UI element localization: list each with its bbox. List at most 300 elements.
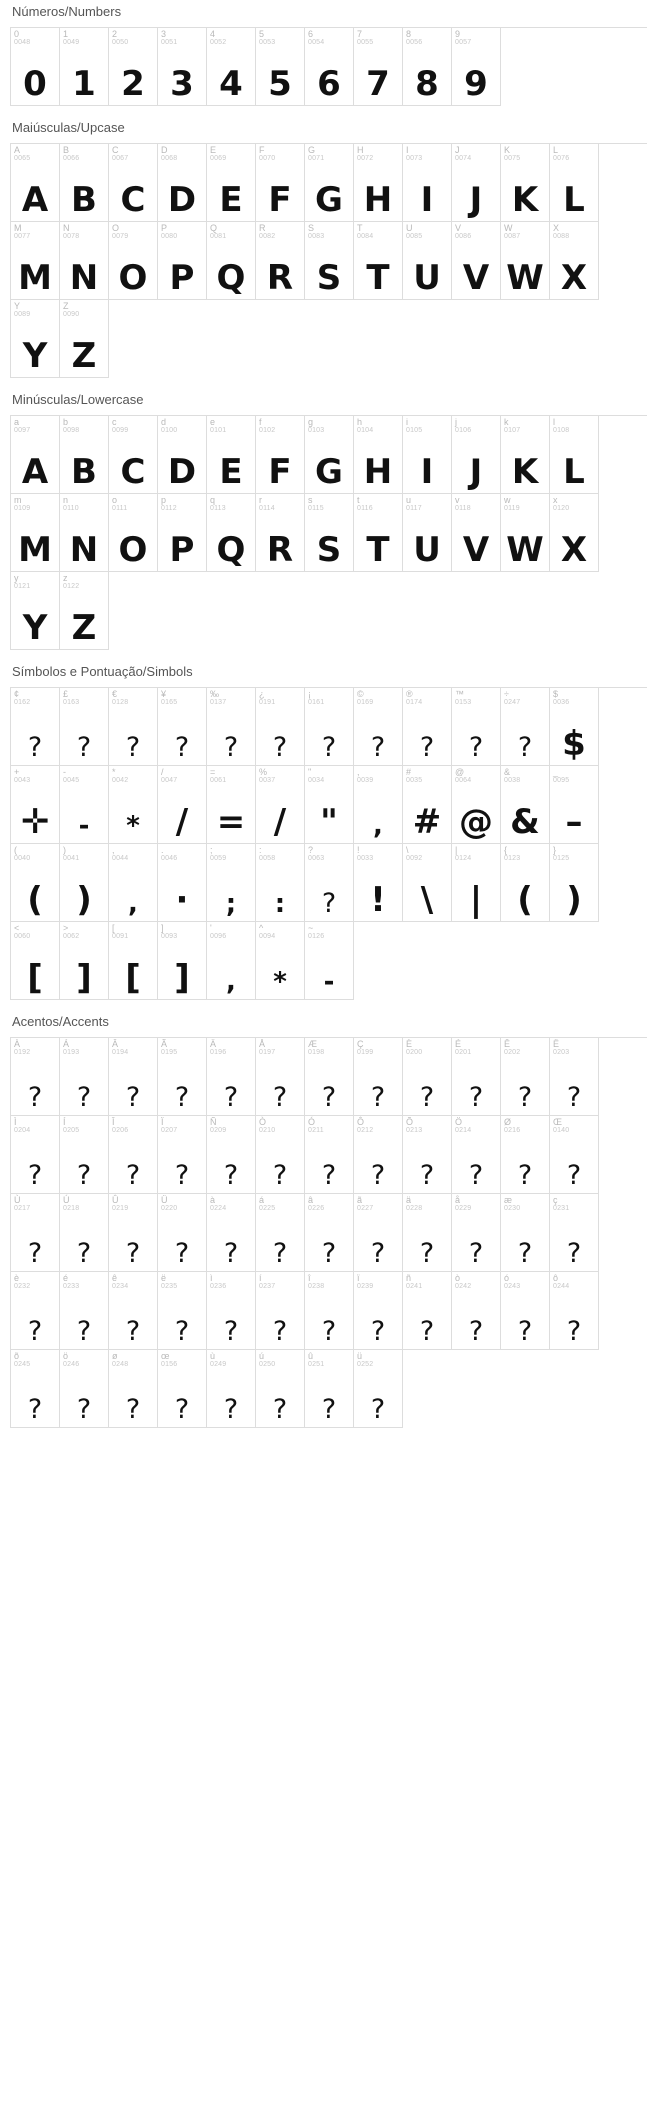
glyph-cell[interactable] xyxy=(452,416,501,494)
glyph-cell[interactable] xyxy=(354,1272,403,1350)
glyph-code-label: 0234 xyxy=(112,1283,129,1291)
glyph-cell[interactable] xyxy=(354,766,403,844)
glyph-cell[interactable] xyxy=(256,1038,305,1116)
glyph-cell[interactable] xyxy=(550,222,599,300)
glyph-cell[interactable] xyxy=(11,1272,60,1350)
glyph-cell[interactable] xyxy=(158,1038,207,1116)
glyph-preview: O xyxy=(118,530,148,570)
glyph-code-label: 0137 xyxy=(210,699,227,707)
glyph-char-label: © xyxy=(357,689,364,699)
glyph-cell[interactable] xyxy=(207,688,256,766)
glyph-cell[interactable] xyxy=(452,1194,501,1272)
glyph-cell[interactable] xyxy=(256,1116,305,1194)
glyph-cell[interactable] xyxy=(11,28,60,106)
glyph-meta xyxy=(11,1116,59,1135)
glyph-cell[interactable] xyxy=(11,222,60,300)
glyph-char-label: ù xyxy=(210,1351,216,1361)
glyph-code-label: 0048 xyxy=(14,39,31,47)
glyph-cell[interactable] xyxy=(452,688,501,766)
glyph-grid-uppercase xyxy=(10,143,647,378)
glyph-char-label: _ xyxy=(553,767,559,777)
glyph-code-label: 0162 xyxy=(14,699,31,707)
glyph-cell[interactable] xyxy=(60,844,109,922)
glyph-cell[interactable] xyxy=(501,688,550,766)
glyph-cell[interactable] xyxy=(452,766,501,844)
glyph-cell[interactable] xyxy=(60,688,109,766)
glyph-cell[interactable] xyxy=(452,144,501,222)
glyph-cell[interactable] xyxy=(550,1038,599,1116)
glyph-cell[interactable] xyxy=(207,28,256,106)
glyph-cell[interactable] xyxy=(109,144,158,222)
glyph-code-label: 0194 xyxy=(112,1049,129,1057)
glyph-cell[interactable] xyxy=(452,222,501,300)
glyph-meta xyxy=(403,1116,451,1135)
glyph-cell[interactable] xyxy=(403,1038,452,1116)
glyph-cell[interactable] xyxy=(305,766,354,844)
glyph-code-label: 0229 xyxy=(455,1205,472,1213)
glyph-cell[interactable] xyxy=(256,922,305,1000)
glyph-code-label: 0239 xyxy=(357,1283,374,1291)
glyph-cell[interactable] xyxy=(11,922,60,1000)
glyph-cell[interactable] xyxy=(256,416,305,494)
glyph-cell[interactable] xyxy=(109,844,158,922)
glyph-cell[interactable] xyxy=(11,494,60,572)
glyph-char-label: A xyxy=(14,145,21,155)
glyph-preview: ? xyxy=(272,1316,288,1347)
glyph-cell[interactable] xyxy=(256,1194,305,1272)
glyph-meta xyxy=(158,1194,206,1213)
glyph-meta xyxy=(403,144,451,163)
glyph-cell[interactable] xyxy=(550,844,599,922)
glyph-cell[interactable] xyxy=(109,416,158,494)
glyph-char-label: ‰ xyxy=(210,689,219,699)
glyph-cell[interactable] xyxy=(305,222,354,300)
glyph-meta xyxy=(158,1116,206,1135)
glyph-preview: N xyxy=(69,530,99,570)
glyph-cell[interactable] xyxy=(354,1116,403,1194)
glyph-meta xyxy=(305,844,353,863)
glyph-cell[interactable] xyxy=(158,1194,207,1272)
glyph-cell[interactable] xyxy=(305,1116,354,1194)
glyph-preview: U xyxy=(413,258,441,298)
glyph-cell[interactable] xyxy=(403,688,452,766)
glyph-meta xyxy=(207,766,255,785)
glyph-code-label: 0082 xyxy=(259,233,276,241)
glyph-cell[interactable] xyxy=(256,844,305,922)
glyph-cell[interactable] xyxy=(501,1038,550,1116)
glyph-meta xyxy=(158,1272,206,1291)
glyph-meta xyxy=(550,1194,598,1213)
glyph-char-label: ë xyxy=(161,1273,167,1283)
glyph-cell[interactable] xyxy=(501,222,550,300)
glyph-cell[interactable] xyxy=(256,222,305,300)
glyph-meta xyxy=(305,1038,353,1057)
glyph-meta xyxy=(403,416,451,435)
glyph-cell[interactable] xyxy=(403,1194,452,1272)
glyph-cell[interactable] xyxy=(158,416,207,494)
glyph-char-label: è xyxy=(14,1273,20,1283)
glyph-preview: ? xyxy=(517,732,533,763)
glyph-code-label: 0094 xyxy=(259,933,276,941)
glyph-cell[interactable] xyxy=(354,844,403,922)
glyph-preview: ? xyxy=(468,1160,484,1191)
glyph-cell[interactable] xyxy=(403,844,452,922)
glyph-preview: ? xyxy=(223,1238,239,1269)
glyph-code-label: 0059 xyxy=(210,855,227,863)
glyph-cell[interactable] xyxy=(60,28,109,106)
glyph-cell[interactable] xyxy=(256,144,305,222)
glyph-preview: ? xyxy=(370,1082,386,1113)
glyph-char-label: < xyxy=(14,923,20,933)
glyph-meta xyxy=(550,1272,598,1291)
glyph-cell[interactable] xyxy=(354,28,403,106)
glyph-cell[interactable] xyxy=(452,844,501,922)
glyph-cell[interactable] xyxy=(452,1038,501,1116)
glyph-cell[interactable] xyxy=(207,222,256,300)
glyph-cell[interactable] xyxy=(158,28,207,106)
glyph-meta xyxy=(256,844,304,863)
glyph-char-label: ~ xyxy=(308,923,314,933)
glyph-preview: ? xyxy=(76,1394,92,1425)
glyph-preview: – xyxy=(565,802,583,842)
glyph-char-label: À xyxy=(14,1039,21,1049)
glyph-meta xyxy=(501,844,549,863)
glyph-cell[interactable] xyxy=(403,494,452,572)
glyph-code-label: 0230 xyxy=(504,1205,521,1213)
glyph-cell[interactable] xyxy=(403,416,452,494)
glyph-meta xyxy=(550,1038,598,1057)
glyph-cell[interactable] xyxy=(11,300,60,378)
glyph-cell[interactable] xyxy=(354,416,403,494)
glyph-cell[interactable] xyxy=(109,1038,158,1116)
glyph-cell[interactable] xyxy=(550,144,599,222)
glyph-cell[interactable] xyxy=(60,1350,109,1428)
glyph-meta xyxy=(109,494,157,513)
glyph-cell[interactable] xyxy=(60,766,109,844)
glyph-char-label: n xyxy=(63,495,69,505)
glyph-preview: ? xyxy=(272,1082,288,1113)
glyph-cell[interactable] xyxy=(354,1350,403,1428)
glyph-meta xyxy=(354,766,402,785)
glyph-cell[interactable] xyxy=(550,494,599,572)
glyph-preview: 7 xyxy=(366,64,390,104)
glyph-cell[interactable] xyxy=(207,766,256,844)
glyph-cell[interactable] xyxy=(550,1194,599,1272)
glyph-preview: A xyxy=(21,180,49,220)
glyph-char-label: Â xyxy=(112,1039,119,1049)
glyph-cell[interactable] xyxy=(550,688,599,766)
glyph-cell[interactable] xyxy=(305,144,354,222)
glyph-cell[interactable] xyxy=(403,28,452,106)
glyph-cell[interactable] xyxy=(60,1038,109,1116)
glyph-preview: / xyxy=(175,802,189,842)
glyph-meta xyxy=(354,494,402,513)
glyph-cell[interactable] xyxy=(158,222,207,300)
glyph-cell[interactable] xyxy=(109,688,158,766)
glyph-meta xyxy=(354,1038,402,1057)
glyph-preview: ? xyxy=(223,1160,239,1191)
glyph-cell[interactable] xyxy=(501,1272,550,1350)
glyph-cell[interactable] xyxy=(403,766,452,844)
glyph-cell[interactable] xyxy=(452,494,501,572)
glyph-cell[interactable] xyxy=(305,1272,354,1350)
glyph-cell[interactable] xyxy=(256,688,305,766)
glyph-char-label: Ô xyxy=(357,1117,365,1127)
glyph-code-label: 0227 xyxy=(357,1205,374,1213)
glyph-cell[interactable] xyxy=(158,1350,207,1428)
glyph-cell[interactable] xyxy=(256,766,305,844)
glyph-code-label: 0140 xyxy=(553,1127,570,1135)
glyph-meta xyxy=(501,1194,549,1213)
glyph-char-label: î xyxy=(308,1273,311,1283)
glyph-char-label: ï xyxy=(357,1273,360,1283)
glyph-cell[interactable] xyxy=(207,494,256,572)
glyph-code-label: 0122 xyxy=(63,583,80,591)
glyph-cell[interactable] xyxy=(60,922,109,1000)
glyph-code-label: 0203 xyxy=(553,1049,570,1057)
glyph-cell[interactable] xyxy=(109,1194,158,1272)
glyph-grid-accents xyxy=(10,1037,647,1428)
glyph-meta xyxy=(354,144,402,163)
glyph-cell[interactable] xyxy=(60,572,109,650)
glyph-cell[interactable] xyxy=(109,494,158,572)
glyph-code-label: 0210 xyxy=(259,1127,276,1135)
glyph-cell[interactable] xyxy=(256,28,305,106)
glyph-meta xyxy=(354,222,402,241)
glyph-meta xyxy=(158,922,206,941)
glyph-cell[interactable] xyxy=(256,494,305,572)
glyph-meta xyxy=(550,688,598,707)
glyph-preview: ? xyxy=(272,1160,288,1191)
glyph-cell[interactable] xyxy=(11,688,60,766)
glyph-cell[interactable] xyxy=(158,922,207,1000)
glyph-preview: H xyxy=(363,452,393,492)
glyph-meta xyxy=(403,766,451,785)
glyph-cell[interactable] xyxy=(109,1350,158,1428)
glyph-meta xyxy=(207,494,255,513)
glyph-preview: M xyxy=(18,530,52,570)
glyph-char-label: F xyxy=(259,145,265,155)
glyph-preview: $ xyxy=(562,724,586,764)
glyph-cell[interactable] xyxy=(207,1038,256,1116)
glyph-cell[interactable] xyxy=(158,1272,207,1350)
glyph-cell[interactable] xyxy=(109,922,158,1000)
glyph-cell[interactable] xyxy=(501,494,550,572)
glyph-cell[interactable] xyxy=(11,1350,60,1428)
glyph-meta xyxy=(60,922,108,941)
glyph-code-label: 0250 xyxy=(259,1361,276,1369)
glyph-preview: J xyxy=(469,452,483,492)
glyph-cell[interactable] xyxy=(550,1116,599,1194)
glyph-cell[interactable] xyxy=(501,416,550,494)
glyph-cell[interactable] xyxy=(158,766,207,844)
glyph-cell[interactable] xyxy=(11,572,60,650)
glyph-preview: , xyxy=(226,967,236,997)
glyph-meta xyxy=(256,1038,304,1057)
glyph-cell[interactable] xyxy=(256,1272,305,1350)
glyph-cell[interactable] xyxy=(305,1350,354,1428)
glyph-cell[interactable] xyxy=(501,1116,550,1194)
glyph-cell[interactable] xyxy=(207,416,256,494)
glyph-preview: * xyxy=(273,967,287,997)
glyph-meta xyxy=(207,28,255,47)
glyph-meta xyxy=(354,1350,402,1369)
glyph-meta xyxy=(60,766,108,785)
glyph-meta xyxy=(158,28,206,47)
glyph-cell[interactable] xyxy=(60,222,109,300)
glyph-meta xyxy=(354,28,402,47)
glyph-code-label: 0098 xyxy=(63,427,80,435)
glyph-cell[interactable] xyxy=(550,766,599,844)
glyph-meta xyxy=(109,1350,157,1369)
glyph-cell[interactable] xyxy=(207,922,256,1000)
glyph-cell[interactable] xyxy=(354,1038,403,1116)
glyph-cell[interactable] xyxy=(11,766,60,844)
glyph-cell[interactable] xyxy=(207,1194,256,1272)
glyph-cell[interactable] xyxy=(305,1038,354,1116)
glyph-preview: K xyxy=(511,452,539,492)
glyph-preview: * xyxy=(126,811,140,841)
glyph-char-label: ö xyxy=(63,1351,69,1361)
glyph-code-label: 0051 xyxy=(161,39,178,47)
glyph-char-label: p xyxy=(161,495,167,505)
glyph-cell[interactable] xyxy=(501,144,550,222)
glyph-cell[interactable] xyxy=(60,416,109,494)
glyph-cell[interactable] xyxy=(11,1194,60,1272)
glyph-preview: Q xyxy=(216,258,246,298)
glyph-code-label: 0115 xyxy=(308,505,324,513)
glyph-char-label: i xyxy=(406,417,408,427)
glyph-char-label: ¿ xyxy=(259,689,265,699)
glyph-cell[interactable] xyxy=(354,688,403,766)
glyph-code-label: 0083 xyxy=(308,233,325,241)
glyph-cell[interactable] xyxy=(158,494,207,572)
glyph-cell[interactable] xyxy=(501,844,550,922)
glyph-cell[interactable] xyxy=(305,844,354,922)
glyph-char-label: c xyxy=(112,417,117,427)
glyph-cell[interactable] xyxy=(501,766,550,844)
glyph-meta xyxy=(256,222,304,241)
glyph-cell[interactable] xyxy=(207,1272,256,1350)
glyph-cell[interactable] xyxy=(550,416,599,494)
glyph-cell[interactable] xyxy=(207,1350,256,1428)
glyph-cell[interactable] xyxy=(403,144,452,222)
glyph-code-label: 0061 xyxy=(210,777,227,785)
glyph-cell[interactable] xyxy=(11,144,60,222)
glyph-cell[interactable] xyxy=(305,494,354,572)
glyph-cell[interactable] xyxy=(256,1350,305,1428)
glyph-cell[interactable] xyxy=(501,1194,550,1272)
glyph-preview: H xyxy=(363,180,393,220)
glyph-cell[interactable] xyxy=(109,28,158,106)
glyph-code-label: 0071 xyxy=(308,155,325,163)
glyph-cell[interactable] xyxy=(403,222,452,300)
glyph-cell[interactable] xyxy=(305,688,354,766)
glyph-code-label: 0191 xyxy=(259,699,276,707)
glyph-cell[interactable] xyxy=(158,688,207,766)
glyph-code-label: 0207 xyxy=(161,1127,178,1135)
glyph-cell[interactable] xyxy=(403,1116,452,1194)
glyph-preview: ? xyxy=(76,1082,92,1113)
glyph-code-label: 0119 xyxy=(504,505,520,513)
glyph-cell[interactable] xyxy=(60,1194,109,1272)
glyph-char-label: v xyxy=(455,495,460,505)
glyph-cell[interactable] xyxy=(11,1116,60,1194)
glyph-cell[interactable] xyxy=(305,922,354,1000)
glyph-meta xyxy=(550,144,598,163)
glyph-cell[interactable] xyxy=(158,144,207,222)
glyph-cell[interactable] xyxy=(403,1272,452,1350)
glyph-meta xyxy=(109,28,157,47)
glyph-cell[interactable] xyxy=(305,416,354,494)
glyph-cell[interactable] xyxy=(207,144,256,222)
glyph-cell[interactable] xyxy=(60,300,109,378)
glyph-cell[interactable] xyxy=(158,1116,207,1194)
glyph-meta xyxy=(109,1194,157,1213)
glyph-cell[interactable] xyxy=(60,494,109,572)
glyph-cell[interactable] xyxy=(354,1194,403,1272)
glyph-preview: 1 xyxy=(72,64,96,104)
glyph-preview: ? xyxy=(27,1238,43,1269)
glyph-cell[interactable] xyxy=(452,28,501,106)
glyph-code-label: 0053 xyxy=(259,39,276,47)
glyph-cell[interactable] xyxy=(354,222,403,300)
glyph-cell[interactable] xyxy=(11,1038,60,1116)
glyph-cell[interactable] xyxy=(60,1272,109,1350)
glyph-cell[interactable] xyxy=(452,1116,501,1194)
glyph-char-label: Ñ xyxy=(210,1117,217,1127)
glyph-cell[interactable] xyxy=(158,844,207,922)
glyph-cell[interactable] xyxy=(60,1116,109,1194)
glyph-char-label: Ò xyxy=(259,1117,267,1127)
glyph-meta xyxy=(403,494,451,513)
glyph-code-label: 0057 xyxy=(455,39,472,47)
glyph-cell[interactable] xyxy=(305,1194,354,1272)
glyph-cell[interactable] xyxy=(109,1116,158,1194)
glyph-code-label: 0095 xyxy=(553,777,570,785)
glyph-cell[interactable] xyxy=(207,844,256,922)
glyph-cell[interactable] xyxy=(207,1116,256,1194)
glyph-cell[interactable] xyxy=(354,144,403,222)
glyph-preview: I xyxy=(420,452,434,492)
glyph-meta xyxy=(403,1038,451,1057)
glyph-char-label: ô xyxy=(553,1273,559,1283)
glyph-char-label: s xyxy=(308,495,313,505)
glyph-code-label: 0125 xyxy=(553,855,570,863)
glyph-code-label: 0042 xyxy=(112,777,129,785)
glyph-char-label: } xyxy=(553,845,557,855)
glyph-code-label: 0096 xyxy=(210,933,227,941)
glyph-cell[interactable] xyxy=(109,222,158,300)
glyph-char-label: æ xyxy=(504,1195,513,1205)
glyph-preview: ? xyxy=(223,732,239,763)
glyph-cell[interactable] xyxy=(550,1272,599,1350)
glyph-meta xyxy=(11,1350,59,1369)
glyph-cell[interactable] xyxy=(354,494,403,572)
glyph-cell[interactable] xyxy=(452,1272,501,1350)
glyph-cell[interactable] xyxy=(11,844,60,922)
glyph-meta xyxy=(305,688,353,707)
glyph-preview: 2 xyxy=(121,64,145,104)
glyph-code-label: 0128 xyxy=(112,699,129,707)
glyph-cell[interactable] xyxy=(109,766,158,844)
glyph-char-label: £ xyxy=(63,689,69,699)
glyph-cell[interactable] xyxy=(305,28,354,106)
glyph-cell[interactable] xyxy=(60,144,109,222)
glyph-preview: ? xyxy=(321,1082,337,1113)
glyph-cell[interactable] xyxy=(109,1272,158,1350)
glyph-cell[interactable] xyxy=(11,416,60,494)
